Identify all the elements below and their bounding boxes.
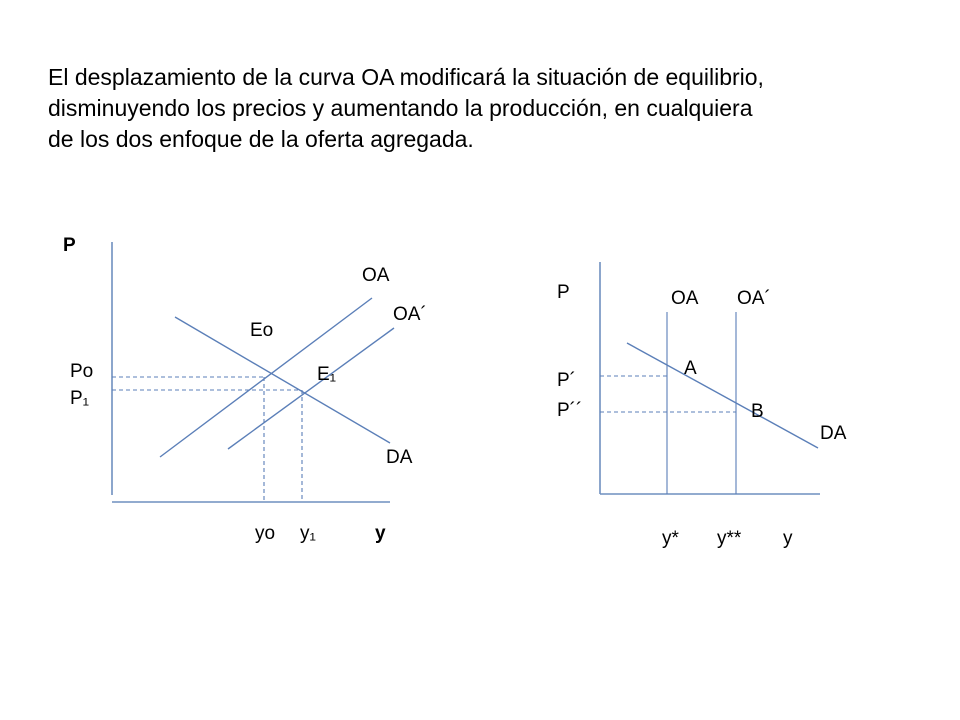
right-price-a-label: P´: [557, 370, 576, 391]
left-demand-curve-da: [175, 317, 390, 443]
right-y-axis-label: P: [557, 282, 570, 303]
left-demand-label: DA: [386, 447, 413, 468]
left-price0-label: Po: [70, 361, 94, 382]
paragraph-line-1: El desplazamiento de la curva OA modificará la situación de equilibrio,: [48, 64, 764, 90]
left-supply-shifted-label: OA´: [393, 304, 427, 325]
right-x-axis-label: y: [783, 528, 793, 549]
right-supply-label: OA: [671, 288, 699, 309]
right-point-a-label: A: [684, 358, 697, 379]
left-y-axis-label: P: [63, 235, 76, 256]
right-diagram: [557, 262, 847, 549]
right-output-a-label: y*: [662, 528, 679, 549]
left-supply-label: OA: [362, 265, 390, 286]
left-equilibrium0-label: Eo: [250, 320, 274, 341]
right-demand-curve-da: [627, 343, 818, 448]
right-point-b-label: B: [751, 401, 764, 422]
right-demand-label: DA: [820, 423, 847, 444]
right-supply-shifted-label: OA´: [737, 288, 771, 309]
paragraph-line-2: disminuyendo los precios y aumentando la producción, en cualquiera: [48, 95, 753, 121]
left-output0-label: yo: [255, 523, 276, 544]
left-x-axis-label: y: [375, 523, 386, 544]
right-price-b-label: P´´: [557, 400, 583, 421]
left-price1-label: P₁: [70, 388, 90, 409]
paragraph-line-3: de los dos enfoque de la oferta agregada.: [48, 126, 474, 152]
left-equilibrium1-label: E₁: [317, 364, 337, 385]
left-output1-label: y₁: [300, 523, 316, 544]
right-output-b-label: y**: [717, 528, 742, 549]
left-diagram: [63, 235, 427, 544]
